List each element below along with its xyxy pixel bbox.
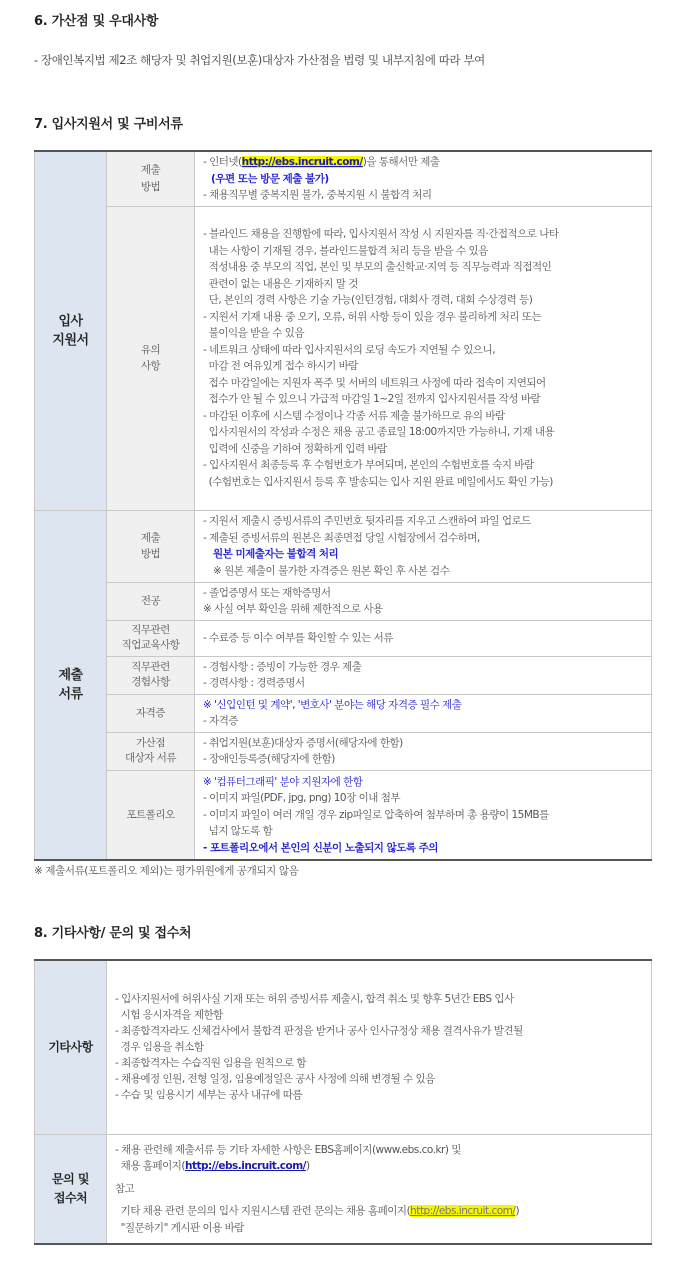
etc-line: - 입사지원서에 허위사실 기재 또는 허위 증빙서류 제출시, 합격 취소 및 향후 5년간 EBS 입사 bbox=[115, 993, 514, 1006]
caution-line: 내는 사항이 기재될 경우, 블라인드불합격 처리 등을 받을 수 있음 bbox=[203, 244, 488, 257]
content-doc-submit-method: - 지원서 제출시 증빙서류의 주민번호 뒷자리를 지우고 스캔하여 파일 업로드 - 제출된 증빙서류의 원본은 최종면접 당일 시험장에서 검수하며, 원본 미제출자는 불합격 처리 ※ 원본 제출이 불가한 자격증은 원본 확인 후 사본 검수 bbox=[195, 510, 652, 582]
label-portfolio: 포트폴리오 bbox=[107, 770, 195, 860]
caution-line: 불이익을 받을 수 있음 bbox=[203, 327, 304, 339]
content-job-education: - 수료증 등 이수 여부를 확인할 수 있는 서류 bbox=[195, 620, 652, 656]
caution-line: - 네트워크 상태에 따라 입사지원서의 로딩 속도가 지연될 수 있으니, bbox=[203, 343, 496, 356]
content-certificate: ※ '신입인턴 및 계약', '변호사' 분야는 해당 자격증 필수 제출 - 자격증 bbox=[195, 694, 652, 732]
etc-line: - 최종합격자는 수습직원 임용을 원칙으로 함 bbox=[115, 1057, 307, 1070]
application-documents-table bbox=[34, 150, 652, 861]
content-contact: - 채용 관련해 제출서류 등 기타 자세한 사항은 EBS홈페이지(www.ebs.co.kr) 및 채용 홈페이지(http://ebs.incruit.com/) 참고 기타 채용 관련 문의의 입사 지원시스템 관련 문의는 채용 홈페이지(http://ebs.incruit.com/) "질문하기" 게시판 이용 바람 bbox=[107, 1134, 652, 1244]
category-contact: 문의 및 접수처 bbox=[35, 1134, 107, 1244]
row-contact bbox=[35, 1134, 652, 1244]
category-application: 입사 지원서 bbox=[35, 151, 107, 510]
caution-line: 접수가 안 될 수 있으니 가급적 마감일 1~2일 전까지 입사지원서를 작성 바람 bbox=[203, 393, 541, 405]
caution-line: 마감 전 여유있게 접수 하시기 바람 bbox=[203, 360, 358, 372]
caution-line: - 블라인드 채용을 진행함에 따라, 입사지원서 작성 시 지원자를 직·간접적으로 나타 bbox=[203, 228, 559, 240]
content-cautions bbox=[195, 206, 652, 510]
label-certificate: 자격증 bbox=[107, 694, 195, 732]
label-cautions: 유의 사항 bbox=[107, 206, 195, 510]
row-etc bbox=[35, 960, 652, 1134]
section-7-title: 7. 입사지원서 및 구비서류 bbox=[34, 117, 183, 132]
caution-line: - 마감된 이후에 시스템 수정이나 각종 서류 제출 불가하므로 유의 바람 bbox=[203, 409, 505, 422]
content-major: - 졸업증명서 또는 재학증명서 ※ 사실 여부 확인을 위해 제한적으로 사용 bbox=[195, 582, 652, 620]
content-submit-method: - 인터넷(http://ebs.incruit.com/)을 통해서만 제출 (우편 또는 방문 제출 불가) - 채용직무별 중복지원 불가, 중복지원 시 불합격 처리 bbox=[195, 151, 652, 206]
label-doc-submit-method: 제출 방법 bbox=[107, 510, 195, 582]
content-etc bbox=[107, 960, 652, 1134]
etc-line: 경우 임용을 취소함 bbox=[115, 1041, 204, 1054]
row-job-education bbox=[35, 620, 652, 656]
row-job-experience bbox=[35, 656, 652, 694]
row-documents-submit-method bbox=[35, 510, 652, 582]
caution-line: 접수 마감일에는 지원자 폭주 및 서버의 네트워크 사정에 따라 접속이 지연되어 bbox=[203, 376, 546, 389]
caution-line: 입사지원서의 작성과 수정은 채용 공고 종료일 18:00까지만 가능하니, 기재 내용 bbox=[203, 426, 555, 438]
etc-line: - 수습 및 임용시기 세부는 공사 내규에 따름 bbox=[115, 1089, 303, 1102]
content-bonus-docs: - 취업지원(보훈)대상자 증명서(해당자에 한함) - 장애인등록증(해당자에 한함) bbox=[195, 732, 652, 770]
category-documents: 제출 서류 bbox=[35, 510, 107, 860]
etc-line: - 채용예정 인원, 전형 일정, 임용예정일은 공사 사정에 의해 변경될 수 있음 bbox=[115, 1073, 435, 1086]
row-portfolio bbox=[35, 770, 652, 860]
category-etc: 기타사항 bbox=[35, 960, 107, 1134]
caution-line: 입력에 신중을 기하여 정확하게 입력 바람 bbox=[203, 442, 387, 455]
label-major: 전공 bbox=[107, 582, 195, 620]
label-submit-method: 제출 방법 bbox=[107, 151, 195, 206]
section-6-title: 6. 가산점 및 우대사항 bbox=[34, 14, 159, 29]
incruit-link[interactable]: http://ebs.incruit.com/ bbox=[241, 156, 363, 168]
caution-line: 적성내용 중 부모의 직업, 본인 및 부모의 출신학교·지역 등 직무능력과 직접적인 bbox=[203, 261, 552, 273]
caution-line: - 지원서 기재 내용 중 오기, 오류, 허위 사항 등이 있을 경우 불리하게 처리 또는 bbox=[203, 310, 541, 323]
caution-line: - 입사지원서 최종등록 후 수험번호가 부여되며, 본인의 수험번호를 숙지 바람 bbox=[203, 459, 534, 471]
row-major bbox=[35, 582, 652, 620]
incruit-link-2[interactable]: http://ebs.incruit.com/ bbox=[184, 1160, 307, 1172]
caution-line: (수험번호는 입사지원서 등록 후 발송되는 입사 지원 완료 메일에서도 확인 가능) bbox=[203, 475, 553, 488]
label-bonus-docs: 가산점 대상자 서류 bbox=[107, 732, 195, 770]
section-8-title: 8. 기타사항/ 문의 및 접수처 bbox=[34, 926, 192, 941]
row-application-cautions bbox=[35, 206, 652, 510]
etc-line: - 최종합격자라도 신체검사에서 불합격 판정을 받거나 공사 인사규정상 채용 결격사유가 발견될 bbox=[115, 1025, 523, 1038]
row-bonus-docs bbox=[35, 732, 652, 770]
row-application-submit-method bbox=[35, 151, 652, 206]
content-portfolio: ※ '컴퓨터그래픽' 분야 지원자에 한함 - 이미지 파일(PDF, jpg, png) 10장 이내 첨부 - 이미지 파일이 여러 개일 경우 zip파일로 압축하여 첨부하며 총 용량이 15MB를 넘지 않도록 함 - 포트폴리오에서 본인의 신분이 노출되지 않도록 주의 bbox=[195, 770, 652, 860]
caution-line: 관련이 없는 내용은 기재하지 말 것 bbox=[203, 277, 358, 290]
etc-contact-table bbox=[34, 959, 652, 1245]
row-certificate bbox=[35, 694, 652, 732]
label-job-education: 직무관련 직업교육사항 bbox=[107, 620, 195, 656]
caution-line: 단, 본인의 경력 사항은 기술 가능(인턴경험, 대회사 경력, 대회 수상경력 등) bbox=[203, 294, 533, 306]
content-job-experience: - 경험사항 : 증빙이 가능한 경우 제출 - 경력사항 : 경력증명서 bbox=[195, 656, 652, 694]
section-6-body: - 장애인복지법 제2조 해당자 및 취업지원(보훈)대상자 가산점을 법령 및 내부지침에 따라 부여 bbox=[34, 53, 485, 67]
incruit-link-3[interactable]: http://ebs.incruit.com/ bbox=[410, 1205, 516, 1217]
documents-footnote: ※ 제출서류(포트폴리오 제외)는 평가위원에게 공개되지 않음 bbox=[34, 865, 299, 877]
label-job-experience: 직무관련 경험사항 bbox=[107, 656, 195, 694]
etc-line: 시험 응시자격을 제한함 bbox=[115, 1009, 223, 1022]
